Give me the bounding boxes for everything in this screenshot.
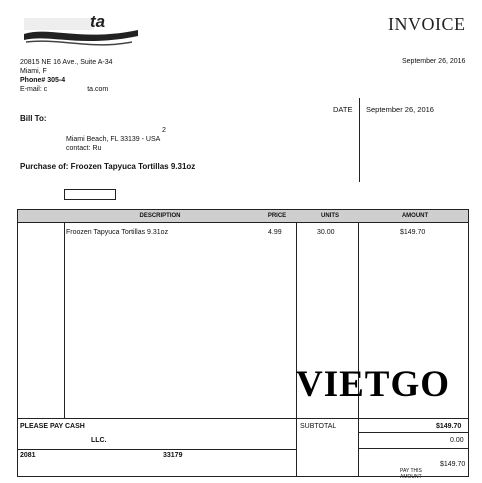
col-divider-2 [296,223,297,477]
subtotal-value: $149.70 [436,423,462,430]
subtotal-label: SUBTOTAL [300,423,337,430]
invoice-date-top: September 26, 2016 [402,58,466,65]
items-table [17,209,469,477]
row-description: Froozen Tapyuca Tortillas 9.31oz [66,229,169,236]
invoice-title: INVOICE [388,14,466,34]
date-divider [359,98,360,182]
logo-text: ta [90,12,106,31]
row-amount: $149.70 [400,229,426,236]
purchase-line: Purchase of: Froozen Tapyuca Tortillas 9.31oz [20,162,196,171]
sender-address [20,58,113,94]
col-amount: AMOUNT [401,213,429,219]
col-divider-1 [64,223,65,418]
col-units: UNITS [321,213,339,219]
bill-to-line2: Miami Beach, FL 33139 - USA [66,136,161,143]
col-price: PRICE [267,213,287,219]
bill-to-line1: 2 [162,127,166,134]
row-units: 30.00 [317,229,335,236]
col-description: DESCRIPTION [139,213,181,219]
pay-cash-label: PLEASE PAY CASH [20,423,85,430]
company-address-end: 33179 [163,452,183,459]
sender-line1: 20815 NE 16 Ave., Suite A-34 [20,59,113,66]
date-value: September 26, 2016 [366,105,434,114]
footer-divider-left [17,449,296,450]
subtotal-line [358,432,469,433]
sender-phone: Phone# 305-4 [20,77,66,84]
tax-value: 0.00 [450,437,464,444]
footer-divider [17,418,469,419]
bill-to-address [66,126,166,153]
company-address-start: 2081 [20,452,36,459]
company-name: LLC. [91,437,107,444]
row-price: 4.99 [268,229,282,236]
bill-to-contact: contact: Ru [66,145,102,152]
company-logo [20,12,140,50]
total-value: $149.70 [440,461,466,468]
empty-box [64,189,116,200]
tax-line [358,448,469,449]
sender-email: E-mail: c ta.com [20,86,109,93]
col-divider-3 [358,223,359,477]
bill-to-label: Bill To: [20,114,47,123]
date-label: DATE [333,105,353,114]
sender-line2: Miami, F [20,68,47,75]
pay-this-amount-label: PAY THIS AMOUNT [400,468,422,480]
watermark: VIETGO [296,364,451,405]
